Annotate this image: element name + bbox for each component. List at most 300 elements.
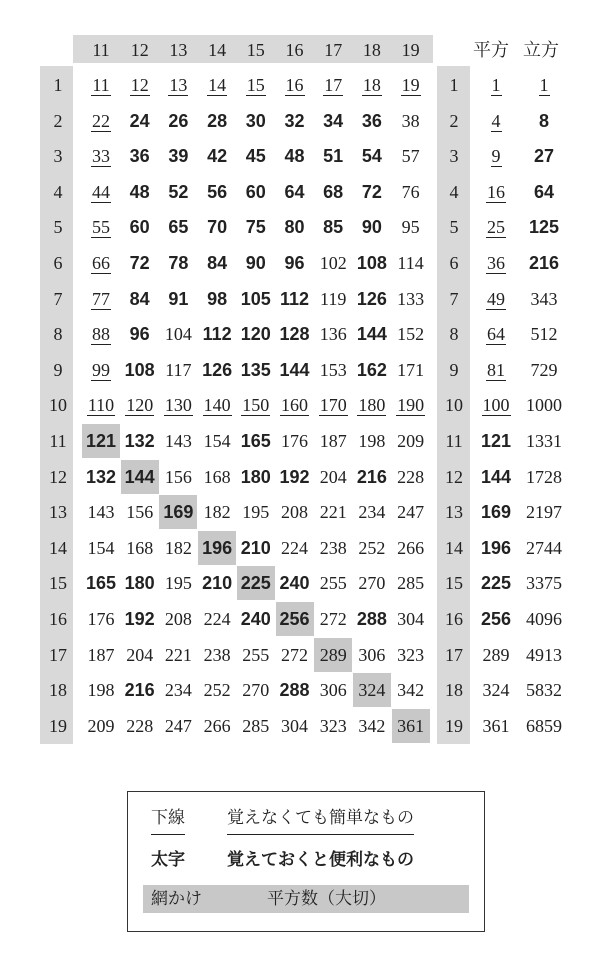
table-cell: 98: [207, 288, 228, 309]
table-cell: 54: [361, 146, 382, 167]
table-cell: 285: [397, 573, 425, 594]
table-cell: [237, 388, 275, 422]
table-cell: [82, 353, 120, 387]
column-header-cell: 12: [130, 40, 149, 60]
table-cell: 192: [279, 466, 310, 487]
table-cell: 154: [203, 431, 231, 451]
cube-cell-text: 1: [539, 75, 549, 95]
row-label-left: 15: [49, 573, 67, 594]
table-cell: 30: [245, 110, 266, 131]
square-cell-text: 49: [487, 288, 505, 309]
table-cell: 209: [397, 431, 425, 451]
cube-cell: 125: [528, 217, 560, 238]
table-cell: 34: [323, 110, 344, 131]
table-cell-text: 190: [397, 395, 425, 416]
row-label-left: 9: [53, 359, 63, 380]
cube-cell: 3375: [526, 573, 562, 594]
table-cell: 121: [82, 424, 120, 458]
table-cell: 176: [281, 431, 308, 451]
table-cell: 171: [397, 359, 425, 380]
cube-cell: 512: [530, 324, 558, 345]
table-cell: 208: [164, 609, 192, 629]
table-cell: 255: [242, 644, 270, 665]
table-cell: 156: [164, 466, 192, 487]
table-cell: 75: [245, 217, 266, 238]
table-cell: [392, 68, 430, 102]
row-label-right: 2: [449, 110, 459, 131]
table-cell-text: 13: [169, 75, 188, 95]
table-cell: 240: [279, 573, 310, 594]
table-cell: 210: [202, 573, 233, 594]
cube-cell: 1331: [526, 431, 562, 451]
cube-cell: 64: [533, 181, 555, 202]
row-label-left: 1: [53, 75, 63, 95]
table-cell: [82, 68, 120, 102]
table-cell-text: 55: [92, 217, 110, 238]
table-cell: [276, 388, 314, 422]
table-cell: 72: [129, 253, 150, 273]
table-cell: 196: [198, 531, 236, 565]
table-cell: 228: [126, 715, 154, 736]
table-cell: 91: [168, 288, 189, 309]
cube-cell: 2197: [526, 502, 562, 523]
cube-cell: 216: [528, 253, 560, 273]
table-cell: 187: [87, 644, 115, 665]
table-cell: 70: [207, 217, 228, 238]
table-cell: 234: [358, 502, 386, 523]
table-cell: 272: [319, 609, 347, 629]
row-label-left: 7: [53, 288, 63, 309]
row-label-right: 11: [445, 431, 463, 451]
table-cell: 42: [207, 146, 228, 167]
table-cell: 48: [129, 181, 150, 202]
table-cell-text: 19: [401, 75, 420, 95]
table-cell: [121, 68, 159, 102]
table-cell: 210: [240, 537, 271, 558]
table-cell: 117: [165, 359, 192, 380]
table-cell: 152: [397, 324, 425, 345]
table-cell: 168: [203, 466, 231, 487]
square-cell: [474, 210, 518, 244]
table-cell: 247: [164, 715, 192, 736]
table-cell: 51: [323, 146, 344, 167]
table-cell: 266: [203, 715, 231, 736]
table-cell: 60: [245, 181, 266, 202]
table-cell: 165: [85, 573, 117, 594]
table-cell: 112: [279, 288, 310, 309]
cube-cell: 27: [533, 146, 555, 167]
table-cell: 192: [124, 609, 155, 629]
row-label-left: 13: [49, 502, 67, 523]
legend-underline-desc: 覚えなくても簡単なもの: [227, 802, 414, 835]
square-cell: [474, 68, 518, 102]
table-cell: 72: [361, 181, 382, 202]
square-cell: [474, 139, 518, 173]
table-cell: 143: [164, 431, 192, 451]
table-cell: 153: [319, 359, 347, 380]
table-cell-text: 130: [164, 395, 192, 416]
table-cell: 198: [87, 680, 115, 701]
table-cell: 187: [319, 431, 347, 451]
row-label-right: 19: [445, 715, 463, 736]
table-cell: 64: [284, 181, 305, 202]
table-cell: 162: [356, 359, 387, 380]
table-cell: [314, 68, 352, 102]
square-cell: [474, 246, 518, 280]
square-cell: [474, 282, 518, 316]
square-header: 平方: [473, 40, 509, 60]
table-cell: 240: [240, 609, 271, 629]
square-cell: [474, 175, 518, 209]
table-cell: 180: [124, 573, 155, 594]
table-cell: 252: [358, 537, 386, 558]
table-cell: 198: [358, 431, 386, 451]
square-cell: [474, 388, 518, 422]
table-cell: 256: [276, 602, 314, 636]
column-header-cell: 11: [92, 40, 110, 60]
square-cell: [474, 317, 518, 351]
square-cell: 144: [480, 466, 512, 487]
table-cell: 76: [401, 181, 420, 202]
table-cell-text: 66: [92, 253, 110, 273]
table-cell: 154: [87, 537, 115, 558]
row-label-right: 12: [445, 466, 463, 487]
table-cell: 26: [168, 110, 189, 131]
row-label-right: 15: [445, 573, 463, 594]
table-cell-text: 15: [246, 75, 265, 95]
table-cell: 90: [361, 217, 382, 238]
square-cell-text: 25: [487, 217, 505, 238]
cube-header: 立方: [523, 40, 559, 60]
table-cell: 128: [279, 324, 310, 345]
row-label-right: 10: [445, 395, 463, 416]
table-cell: 36: [361, 110, 382, 131]
table-cell-text: 16: [285, 75, 304, 95]
table-cell: 56: [207, 181, 228, 202]
table-cell: 105: [240, 288, 271, 309]
table-cell: 176: [87, 609, 115, 629]
cube-cell: 343: [530, 288, 558, 309]
row-label-right: 5: [449, 217, 459, 238]
square-cell: 121: [480, 431, 512, 451]
table-cell: 119: [320, 288, 347, 309]
table-cell: 342: [397, 680, 425, 701]
table-cell: 361: [392, 709, 430, 743]
table-cell: 112: [202, 324, 232, 345]
row-label-right: 9: [449, 359, 459, 380]
table-cell: 324: [353, 673, 391, 707]
table-cell: 306: [358, 644, 386, 665]
table-cell: 133: [397, 288, 425, 309]
row-label-left: 12: [49, 466, 67, 487]
row-label-left: 3: [53, 146, 63, 167]
table-cell: 180: [240, 466, 271, 487]
table-cell: 221: [319, 502, 347, 523]
table-cell: 342: [358, 715, 386, 736]
row-label-right: 1: [449, 75, 459, 95]
table-cell: 255: [319, 573, 347, 594]
table-cell: 204: [319, 466, 347, 487]
table-cell: 144: [356, 324, 387, 345]
table-cell: 80: [284, 217, 305, 238]
row-label-right: 14: [445, 537, 463, 558]
column-header-cell: 16: [285, 40, 304, 60]
table-cell: 84: [129, 288, 150, 309]
square-cell: 324: [482, 680, 510, 701]
table-cell: 169: [159, 495, 197, 529]
cube-cell: 4913: [526, 644, 562, 665]
row-label-left: 16: [49, 609, 67, 629]
cube-cell: [520, 68, 568, 102]
square-cell: [474, 104, 518, 138]
table-cell: 114: [397, 253, 424, 273]
table-cell: 108: [356, 253, 387, 273]
table-cell-text: 12: [130, 75, 149, 95]
table-cell: 52: [168, 181, 189, 202]
table-cell: 144: [279, 359, 310, 380]
table-cell: 323: [397, 644, 425, 665]
table-cell: 57: [401, 146, 420, 167]
square-cell: 361: [482, 715, 510, 736]
table-cell: 126: [356, 288, 387, 309]
column-header-cell: 15: [246, 40, 265, 60]
table-cell: [198, 388, 236, 422]
table-cell-text: 22: [92, 110, 110, 131]
table-cell: 95: [401, 217, 420, 238]
table-cell-text: 18: [362, 75, 381, 95]
table-cell-text: 180: [358, 395, 386, 416]
legend-bold-desc: 覚えておくと便利なもの: [227, 850, 414, 870]
row-label-right: 4: [449, 181, 459, 202]
legend-underline-key: 下線: [151, 802, 185, 835]
square-cell-text: 64: [487, 324, 505, 345]
table-cell-text: 120: [126, 395, 154, 416]
table-cell: 289: [314, 638, 352, 672]
row-label-right: 3: [449, 146, 459, 167]
table-cell: [121, 388, 159, 422]
table-cell: 48: [284, 146, 305, 167]
table-cell: 24: [129, 110, 150, 131]
table-cell: [82, 139, 120, 173]
table-cell: [82, 388, 120, 422]
legend-shade-key: 網かけ: [151, 889, 202, 908]
table-cell: [314, 388, 352, 422]
table-cell: 85: [323, 217, 344, 238]
table-cell: 304: [281, 715, 308, 736]
table-cell: 165: [240, 431, 271, 451]
table-cell: 304: [397, 609, 425, 629]
table-cell: [82, 104, 120, 138]
row-label-left: 11: [49, 431, 67, 451]
cube-cell: 5832: [526, 680, 562, 701]
table-cell: 195: [164, 573, 192, 594]
table-cell: [82, 246, 120, 280]
table-cell: [82, 282, 120, 316]
table-cell-text: 99: [92, 359, 110, 380]
table-cell: 195: [242, 502, 270, 523]
cube-cell: 8: [538, 110, 549, 131]
table-cell: 228: [397, 466, 425, 487]
table-cell: 216: [356, 466, 387, 487]
row-label-left: 2: [53, 110, 63, 131]
table-cell-text: 17: [324, 75, 343, 95]
column-header-cell: 14: [208, 40, 227, 60]
table-cell: [353, 68, 391, 102]
square-cell-text: 81: [487, 359, 505, 380]
table-cell: 90: [245, 253, 266, 273]
table-cell: 306: [319, 680, 347, 701]
table-cell: 108: [124, 359, 155, 380]
square-cell: 169: [480, 502, 512, 523]
table-cell: 39: [168, 146, 189, 167]
legend-box: [127, 791, 485, 932]
table-cell: 84: [207, 253, 228, 273]
table-cell: 238: [319, 537, 347, 558]
table-cell: 28: [207, 110, 228, 131]
table-cell: [82, 175, 120, 209]
square-cell-text: 100: [482, 395, 510, 416]
table-cell: 132: [124, 431, 155, 451]
table-cell: 68: [323, 181, 344, 202]
square-cell: 256: [480, 609, 512, 629]
row-label-right: 18: [445, 680, 463, 701]
table-cell: 65: [168, 217, 189, 238]
table-cell-text: 140: [203, 395, 231, 416]
table-cell: 182: [164, 537, 192, 558]
row-label-left: 17: [49, 644, 67, 665]
row-label-left: 19: [49, 715, 67, 736]
table-cell: 252: [203, 680, 231, 701]
square-cell: 289: [482, 644, 510, 665]
table-cell-text: 160: [281, 395, 308, 416]
table-cell-text: 150: [242, 395, 270, 416]
table-cell-text: 170: [319, 395, 347, 416]
table-cell: 238: [203, 644, 231, 665]
table-cell: 144: [121, 460, 159, 494]
row-label-right: 17: [445, 644, 463, 665]
table-cell: [237, 68, 275, 102]
table-cell: 225: [237, 566, 275, 600]
row-label-left: 10: [49, 395, 67, 416]
table-cell: 182: [203, 502, 231, 523]
table-cell: 120: [240, 324, 271, 345]
row-label-left: 4: [53, 181, 63, 202]
table-cell: 266: [397, 537, 425, 558]
cube-cell: 6859: [526, 715, 562, 736]
legend-row-shade: [143, 885, 469, 913]
table-cell: 288: [356, 609, 387, 629]
square-cell: 196: [480, 537, 512, 558]
row-label-right: 6: [449, 253, 459, 273]
table-cell: 38: [401, 110, 420, 131]
row-label-right: 13: [445, 502, 463, 523]
row-label-left: 18: [49, 680, 67, 701]
table-cell: [82, 317, 120, 351]
cube-cell: 4096: [526, 609, 562, 629]
table-cell: [353, 388, 391, 422]
table-cell: 96: [284, 253, 305, 273]
table-cell: [198, 68, 236, 102]
square-cell-text: 1: [491, 75, 501, 95]
column-header-cell: 19: [401, 40, 420, 60]
table-cell-text: 88: [92, 324, 110, 345]
cube-cell: 2744: [526, 537, 562, 558]
row-label-left: 5: [53, 217, 63, 238]
table-cell: 288: [279, 680, 310, 701]
column-header-cell: 17: [324, 40, 343, 60]
table-cell: 247: [397, 502, 425, 523]
row-label-left: 6: [53, 253, 63, 273]
row-label-right: 7: [449, 288, 459, 309]
table-cell: 234: [164, 680, 192, 701]
square-cell-text: 4: [491, 110, 501, 131]
legend-row-bold: [143, 844, 469, 876]
table-cell: 104: [164, 324, 192, 345]
table-cell: 224: [281, 537, 308, 558]
table-cell: [392, 388, 430, 422]
table-cell: [159, 68, 197, 102]
column-header-cell: 13: [169, 40, 188, 60]
row-label-left: 8: [53, 324, 63, 345]
table-cell-text: 14: [208, 75, 227, 95]
cube-cell: 1728: [526, 466, 562, 487]
table-cell-text: 110: [87, 395, 115, 416]
square-cell-text: 9: [491, 146, 501, 167]
row-label-right: 8: [449, 324, 459, 345]
table-cell: 102: [319, 253, 347, 273]
table-cell: 126: [202, 359, 233, 380]
table-cell-text: 77: [92, 288, 110, 309]
table-cell: 143: [87, 502, 115, 523]
table-cell-text: 33: [92, 146, 110, 167]
table-cell-text: 11: [92, 75, 110, 95]
table-cell: 36: [129, 146, 150, 167]
table-cell: 323: [319, 715, 347, 736]
legend-bold-key: 太字: [151, 850, 185, 870]
table-cell: 135: [240, 359, 271, 380]
table-cell-text: 44: [92, 181, 110, 202]
table-cell: 156: [126, 502, 154, 523]
table-cell: 136: [319, 324, 347, 345]
table-cell: 272: [281, 644, 308, 665]
table-cell: 270: [358, 573, 386, 594]
table-cell: 96: [129, 324, 150, 345]
square-cell-text: 36: [487, 253, 505, 273]
table-cell: 208: [281, 502, 308, 523]
table-cell: 224: [203, 609, 231, 629]
table-cell: 78: [168, 253, 189, 273]
row-label-left: 14: [49, 537, 67, 558]
legend-shade-desc: 平方数（大切）: [267, 889, 386, 908]
square-cell: [474, 353, 518, 387]
table-cell: 285: [242, 715, 270, 736]
table-cell: [159, 388, 197, 422]
table-cell: 60: [129, 217, 150, 238]
table-cell: 45: [245, 146, 266, 167]
table-cell: [276, 68, 314, 102]
table-cell: 270: [242, 680, 270, 701]
table-cell: 204: [126, 644, 154, 665]
row-label-right: 16: [445, 609, 463, 629]
table-cell: 32: [284, 110, 305, 131]
square-cell-text: 16: [487, 181, 505, 202]
table-cell: 209: [87, 715, 115, 736]
square-cell: 225: [480, 573, 512, 594]
cube-cell: 1000: [526, 395, 562, 416]
table-cell: 216: [124, 680, 155, 701]
cube-cell: 729: [530, 359, 558, 380]
table-cell: 221: [164, 644, 192, 665]
